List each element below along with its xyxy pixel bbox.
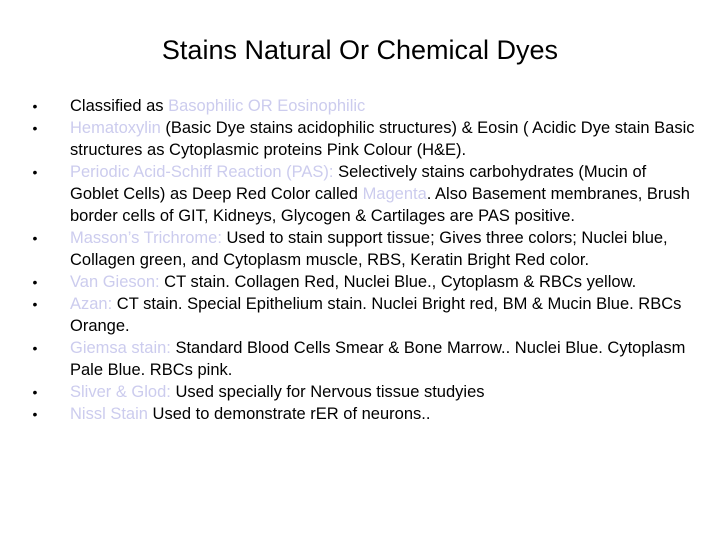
bullet-term: Basophilic OR Eosinophilic — [168, 97, 366, 115]
bullet-term: Van Gieson: — [70, 273, 160, 291]
bullet-text-secondary: . Also Basement membranes, Brush border cells of GIT, Kidneys, Glycogen & Cartilages are PAS positive. — [70, 185, 690, 225]
bullet-icon: • — [32, 274, 38, 290]
bullet-term: Azan: — [70, 295, 113, 313]
bullet-item-giemsa — [28, 337, 698, 381]
bullet-icon: • — [32, 120, 38, 136]
bullet-icon: • — [32, 340, 38, 356]
bullet-prefix: Classified as — [70, 97, 169, 115]
bullet-icon: • — [32, 406, 38, 422]
bullet-icon: • — [32, 164, 38, 180]
bullet-item-van-gieson — [28, 271, 698, 293]
bullet-item-silver-gold — [28, 381, 698, 403]
bullet-term: Nissl Stain — [70, 405, 148, 423]
bullet-term: Masson’s Trichrome: — [70, 229, 222, 247]
bullet-text: (Basic Dye stains acidophilic structures) & Eosin ( Acidic Dye stain Basic structures as Cytoplasmic proteins Pink Colour (H&E). — [70, 119, 695, 159]
bullet-text: Standard Blood Cells Smear & Bone Marrow.. Nuclei Blue. Cytoplasm Pale Blue. RBCs pink. — [70, 339, 686, 379]
bullet-item-azan — [28, 293, 698, 337]
bullet-item-hematoxylin — [28, 117, 698, 161]
bullet-text: CT stain. Collagen Red, Nuclei Blue., Cytoplasm & RBCs yellow. — [159, 273, 637, 291]
bullet-icon: • — [32, 296, 38, 312]
bullet-text: Used to stain support tissue; Gives three colors; Nuclei blue, Collagen green, and Cytoplasm muscle, RBS, Keratin Bright Red color. — [70, 229, 668, 269]
bullet-icon: • — [32, 230, 38, 246]
bullet-term: Hematoxylin — [70, 119, 161, 137]
bullet-term-secondary: Magenta — [362, 185, 427, 203]
bullet-term: Sliver & Glod: — [70, 383, 171, 401]
bullet-icon: • — [32, 384, 38, 400]
bullet-item-nissl — [28, 403, 698, 425]
bullet-term: Periodic Acid-Schiff Reaction (PAS): — [70, 163, 334, 181]
bullet-item-pas — [28, 161, 698, 227]
bullet-text: Selectively stains carbohydrates (Mucin of Goblet Cells) as Deep Red Color called — [70, 163, 647, 203]
bullet-list — [28, 95, 698, 425]
bullet-term: Giemsa stain: — [70, 339, 171, 357]
bullet-text: Used to demonstrate rER of neurons.. — [147, 405, 431, 423]
bullet-text: CT stain. Special Epithelium stain. Nuclei Bright red, BM & Mucin Blue. RBCs Orange. — [70, 295, 682, 335]
slide-title: Stains Natural Or Chemical Dyes — [161, 35, 559, 65]
bullet-icon: • — [32, 98, 38, 114]
bullet-item-classified — [28, 95, 698, 117]
bullet-item-masson — [28, 227, 698, 271]
bullet-text: Used specially for Nervous tissue studyies — [170, 383, 485, 401]
